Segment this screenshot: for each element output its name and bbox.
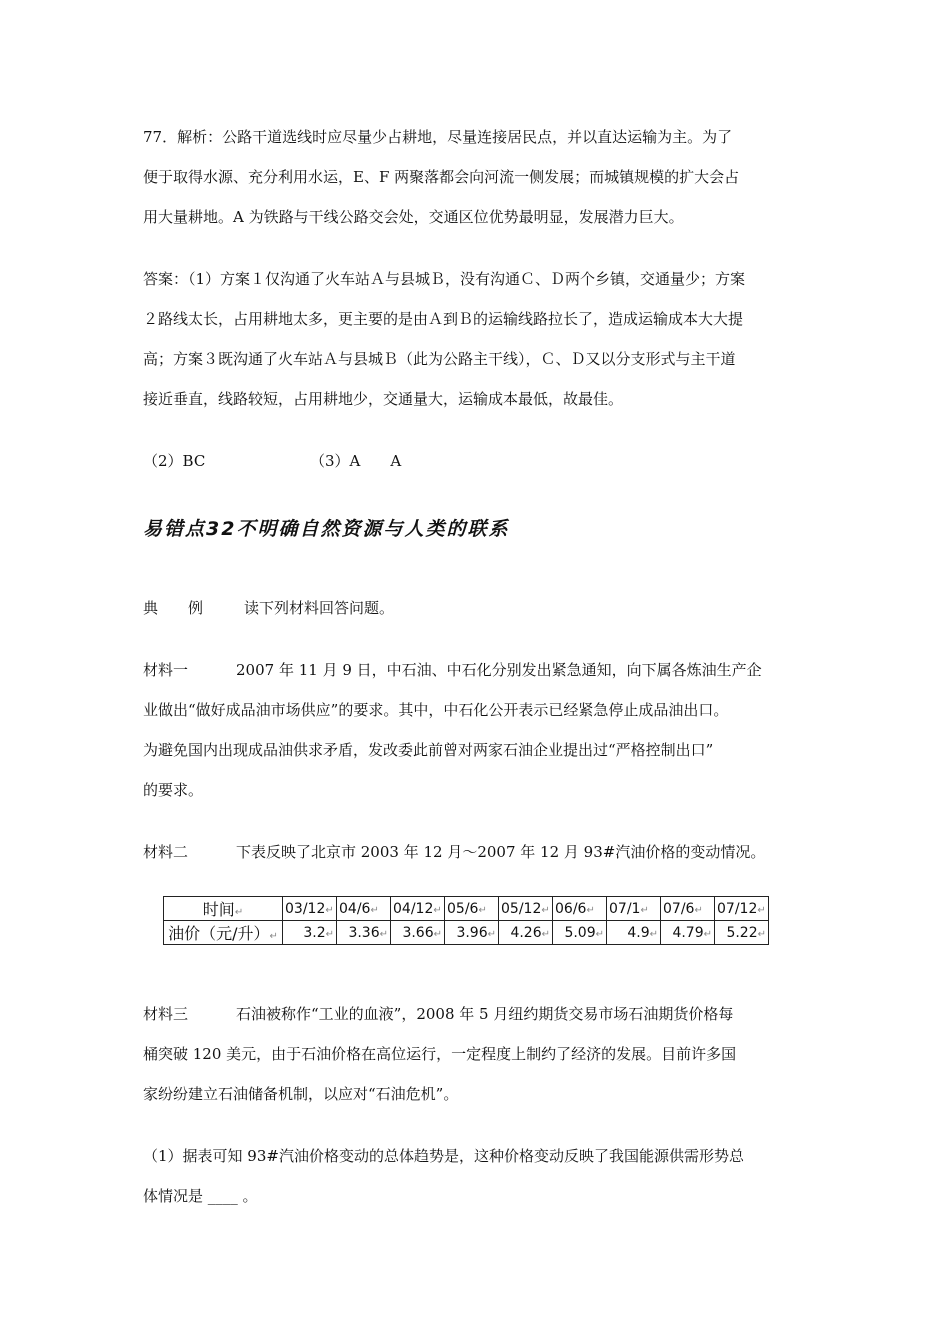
table-cell-price: 3.36↵ [337, 921, 391, 945]
material3-line-1: 石油被称作“工业的血液”，2008 年 5 月纽约期货交易市场石油期货价格每 [236, 1005, 734, 1023]
example-text: 读下列材料回答问题。 [244, 599, 395, 617]
table-cell-time: 07/12↵ [715, 897, 769, 921]
table-cell-time: 06/6↵ [553, 897, 607, 921]
section-heading: 易错点32不明确自然资源与人类的联系 [143, 518, 510, 540]
table-cell-time: 07/6↵ [661, 897, 715, 921]
material2-text: 下表反映了北京市 2003 年 12 月～2007 年 12 月 93#汽油价格的变动情况。 [236, 843, 766, 861]
material3-label: 材料三 [143, 1005, 189, 1023]
table-cell-price: 4.9↵ [607, 921, 661, 945]
table-cell-price: 3.66↵ [391, 921, 445, 945]
oil-price-table [163, 896, 769, 945]
material1-line-3: 为避免国内出现成品油供求矛盾，发改委此前曾对两家石油企业提出过“严格控制出口” [143, 741, 714, 759]
analysis-line-3: 用大量耕地。A 为铁路与干线公路交会处，交通区位优势最明显，发展潜力巨大。 [143, 208, 684, 226]
table-cell-time: 03/12↵ [283, 897, 337, 921]
table-cell-time: 07/1↵ [607, 897, 661, 921]
analysis-line-2: 便于取得水源、充分利用水运，E、F 两聚落都会向河流一侧发展；而城镇规模的扩大会占 [143, 168, 740, 186]
material1-line-1: 2007 年 11 月 9 日，中石油、中石化分别发出紧急通知，向下属各炼油生产企 [236, 661, 762, 679]
material1-line-4: 的要求。 [143, 781, 204, 799]
table-cell-time: 05/12↵ [499, 897, 553, 921]
table-cell-price: 3.2↵ [283, 921, 337, 945]
table-row-time [164, 897, 769, 921]
material3-line-3: 家纷纷建立石油储备机制，以应对“石油危机”。 [143, 1085, 459, 1103]
table-cell-time: 05/6↵ [445, 897, 499, 921]
material1-line-2: 业做出“做好成品油市场供应”的要求。其中，中石化公开表示已经紧急停止成品油出口。 [143, 701, 729, 719]
material3-line-2: 桶突破 120 美元，由于石油价格在高位运行，一定程度上制约了经济的发展。目前许多国 [143, 1045, 737, 1063]
material2-label: 材料二 [143, 843, 189, 861]
table-cell-price: 4.26↵ [499, 921, 553, 945]
table-cell-price: 4.79↵ [661, 921, 715, 945]
table-cell-time: 04/12↵ [391, 897, 445, 921]
answer-part-3: （3）A A [310, 452, 402, 470]
table-header-price: 油价（元/升）↵ [164, 921, 283, 945]
table-cell-time: 04/6↵ [337, 897, 391, 921]
question1-line-1: （1）据表可知 93#汽油价格变动的总体趋势是，这种价格变动反映了我国能源供需形势总 [143, 1147, 744, 1165]
table-cell-price: 5.09↵ [553, 921, 607, 945]
table-header-time: 时间↵ [164, 897, 283, 921]
table-row-price [164, 921, 769, 945]
table-cell-price: 5.22↵ [715, 921, 769, 945]
question1-line-2: 体情况是 ____ 。 [143, 1187, 258, 1205]
answer-part-2: （2）BC [143, 452, 206, 470]
answer-line-3: 高；方案３既沟通了火车站Ａ与县城Ｂ（此为公路主干线），Ｃ、Ｄ又以分支形式与主干道 [143, 350, 736, 368]
answer-line-4: 接近垂直，线路较短，占用耕地少，交通量大，运输成本最低，故最佳。 [143, 390, 624, 408]
answer-line-1: 答案：（1）方案１仅沟通了火车站Ａ与县城Ｂ，没有沟通Ｃ、Ｄ两个乡镇，交通量少；方案 [143, 270, 746, 288]
table-cell-price: 3.96↵ [445, 921, 499, 945]
example-label: 典 例 [143, 599, 204, 617]
material1-label: 材料一 [143, 661, 189, 679]
analysis-line-1: 77．解析：公路干道选线时应尽量少占耕地，尽量连接居民点，并以直达运输为主。为了 [143, 128, 733, 146]
answer-line-2: ２路线太长，占用耕地太多，更主要的是由Ａ到Ｂ的运输线路拉长了，造成运输成本大大提 [143, 310, 744, 328]
